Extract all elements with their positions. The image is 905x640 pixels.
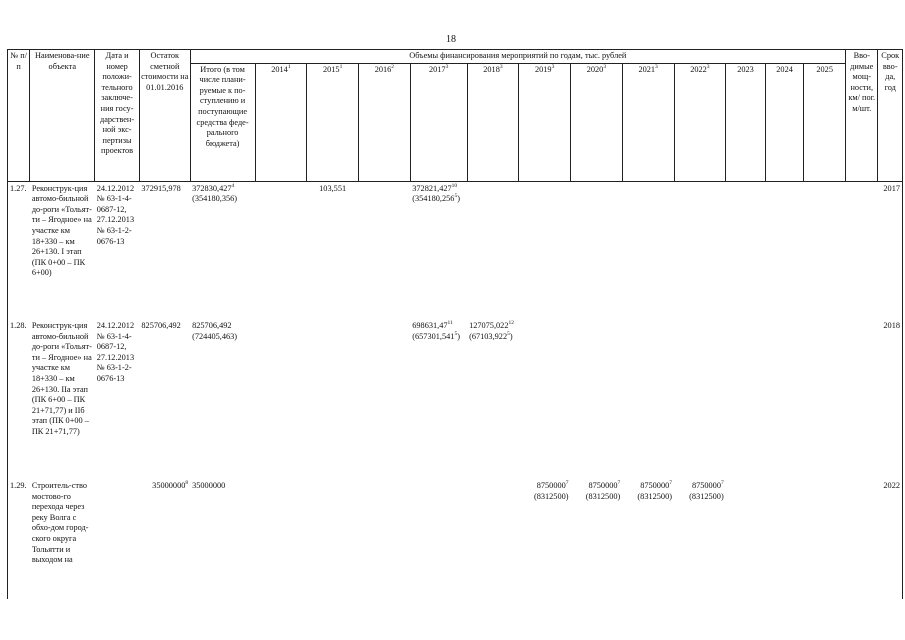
row-2023 [726, 319, 766, 479]
row-2022 [674, 319, 726, 479]
row-remainder: 372915,978 [141, 183, 181, 193]
row-2019: 8750000$^7$ (8312500) [533, 480, 569, 501]
row-capacity [846, 479, 878, 599]
row-term: 2018 [878, 319, 903, 479]
row-2023 [726, 479, 766, 599]
row-2014 [255, 319, 307, 479]
header-year-2017: 2017$^3$ [410, 63, 467, 181]
row-2016 [359, 319, 411, 479]
row-term: 2022 [878, 479, 903, 599]
table-row [8, 479, 903, 599]
row-capacity [846, 181, 878, 319]
row-2020 [571, 319, 623, 479]
row-2017: 698631,47$^{11}$ (657301,541$^5$) [412, 320, 460, 341]
table-row [8, 181, 903, 319]
row-2018 [467, 181, 519, 319]
row-2020: 8750000$^7$ (8312500) [585, 480, 621, 501]
row-2019 [519, 319, 571, 479]
header-year-2014: 2014$^1$ [255, 63, 307, 181]
row-no: 1.28. [8, 319, 30, 479]
row-2014 [255, 479, 307, 599]
row-2023 [726, 181, 766, 319]
header-name: Наименова-ние объекта [30, 50, 95, 182]
row-capacity [846, 319, 878, 479]
row-total: 372830,427$^4$ (354180,356) [192, 182, 238, 204]
header-year-2025: 2025 [804, 63, 846, 181]
row-2024 [765, 479, 804, 599]
row-2017 [410, 479, 467, 599]
header-year-2024: 2024 [765, 63, 804, 181]
row-expertise: 24.12.2012 № 63-1-4-0687-12, 27.12.2013 № 63-1-2-0676-13 [96, 321, 135, 384]
header-year-2022: 2022$^3$ [674, 63, 726, 181]
row-total: 35000000 [192, 481, 226, 491]
row-2021: 8750000$^7$ (8312500) [637, 480, 672, 501]
row-name: Реконструк-ция автомо-бильной до-роги «Тольят-ти – Ягодное» на участке км 18+330 – км 26+130. I этап (ПК 0+00 – ПК 6+00) [31, 183, 92, 278]
row-2022: 8750000$^7$ (8312500) [689, 480, 724, 501]
row-2017: 372821,427$^{10}$ (354180,256$^5$) [412, 182, 460, 204]
row-2022 [674, 181, 726, 319]
row-remainder: 35000000$^8$ [152, 480, 189, 491]
row-2016 [359, 181, 411, 319]
header-year-2021: 2021$^3$ [622, 63, 674, 181]
row-no: 1.29. [8, 479, 30, 599]
row-2019 [519, 181, 571, 319]
header-year-2023: 2023 [726, 63, 766, 181]
row-2018 [467, 479, 519, 599]
row-2016 [359, 479, 411, 599]
row-expertise: 24.12.2012 № 63-1-4-0687-12, 27.12.2013 № 63-1-2-0676-13 [96, 183, 135, 246]
header-row-1 [8, 50, 903, 64]
header-expertise: Дата и номер положи-тельного заключе-ния госу-дарствен-ной экс-пертизы проектов [95, 50, 140, 182]
row-name: Реконструк-ция автомо-бильной до-роги «Тольят-ти – Ягодное» на участке км 18+330 – км 26+130. IIа этап (ПК 6+00 – ПК 21+71,77) и IIб этап (ПК 0+00 – ПК 21+71,77) [31, 321, 92, 437]
header-remainder: Остаток сметной стоимости на 01.01.2016 [139, 50, 190, 182]
header-year-2016: 2016$^2$ [359, 63, 411, 181]
row-name: Строитель-ство мостово-го перехода через реку Волга с обхо-дом город-ского округа Тольятти и выходом на [31, 481, 89, 565]
page-number: 18 [446, 34, 456, 45]
row-term: 2017 [878, 181, 903, 319]
row-2015: 103,551 [319, 183, 347, 193]
header-year-2015: 2015$^1$ [307, 63, 359, 181]
row-2015 [307, 319, 359, 479]
row-2025 [804, 479, 846, 599]
row-2018: 127075,022$^{12}$ (67103,922$^5$) [469, 320, 514, 341]
header-capacity: Вво-димые мощ-ности, км/ пог. м/шт. [846, 50, 878, 182]
header-year-2019: 2019$^3$ [519, 63, 571, 181]
row-expertise [95, 479, 140, 599]
table-row [8, 319, 903, 479]
row-total: 825706,492 (724405,463) [192, 321, 238, 341]
row-remainder: 825706,492 [141, 321, 181, 331]
header-no: № п/п [8, 50, 30, 182]
row-2021 [622, 181, 674, 319]
row-2025 [804, 181, 846, 319]
row-2015 [307, 479, 359, 599]
header-financing-group: Объемы финансирования мероприятий по годам, тыс. рублей [190, 50, 845, 64]
financing-table [7, 49, 903, 599]
row-2014 [255, 181, 307, 319]
header-year-2020: 2020$^3$ [571, 63, 623, 181]
row-2021 [622, 319, 674, 479]
row-2020 [571, 181, 623, 319]
row-2024 [765, 181, 804, 319]
header-year-2018: 2018$^3$ [467, 63, 519, 181]
header-term: Срок вво-да, год [878, 50, 903, 182]
row-2024 [765, 319, 804, 479]
row-no: 1.27. [8, 181, 30, 319]
row-2025 [804, 319, 846, 479]
header-total: Итого (в том числе плани-руемые к по-ступлению и поступающие средства феде-рального бюджета) [190, 63, 255, 181]
